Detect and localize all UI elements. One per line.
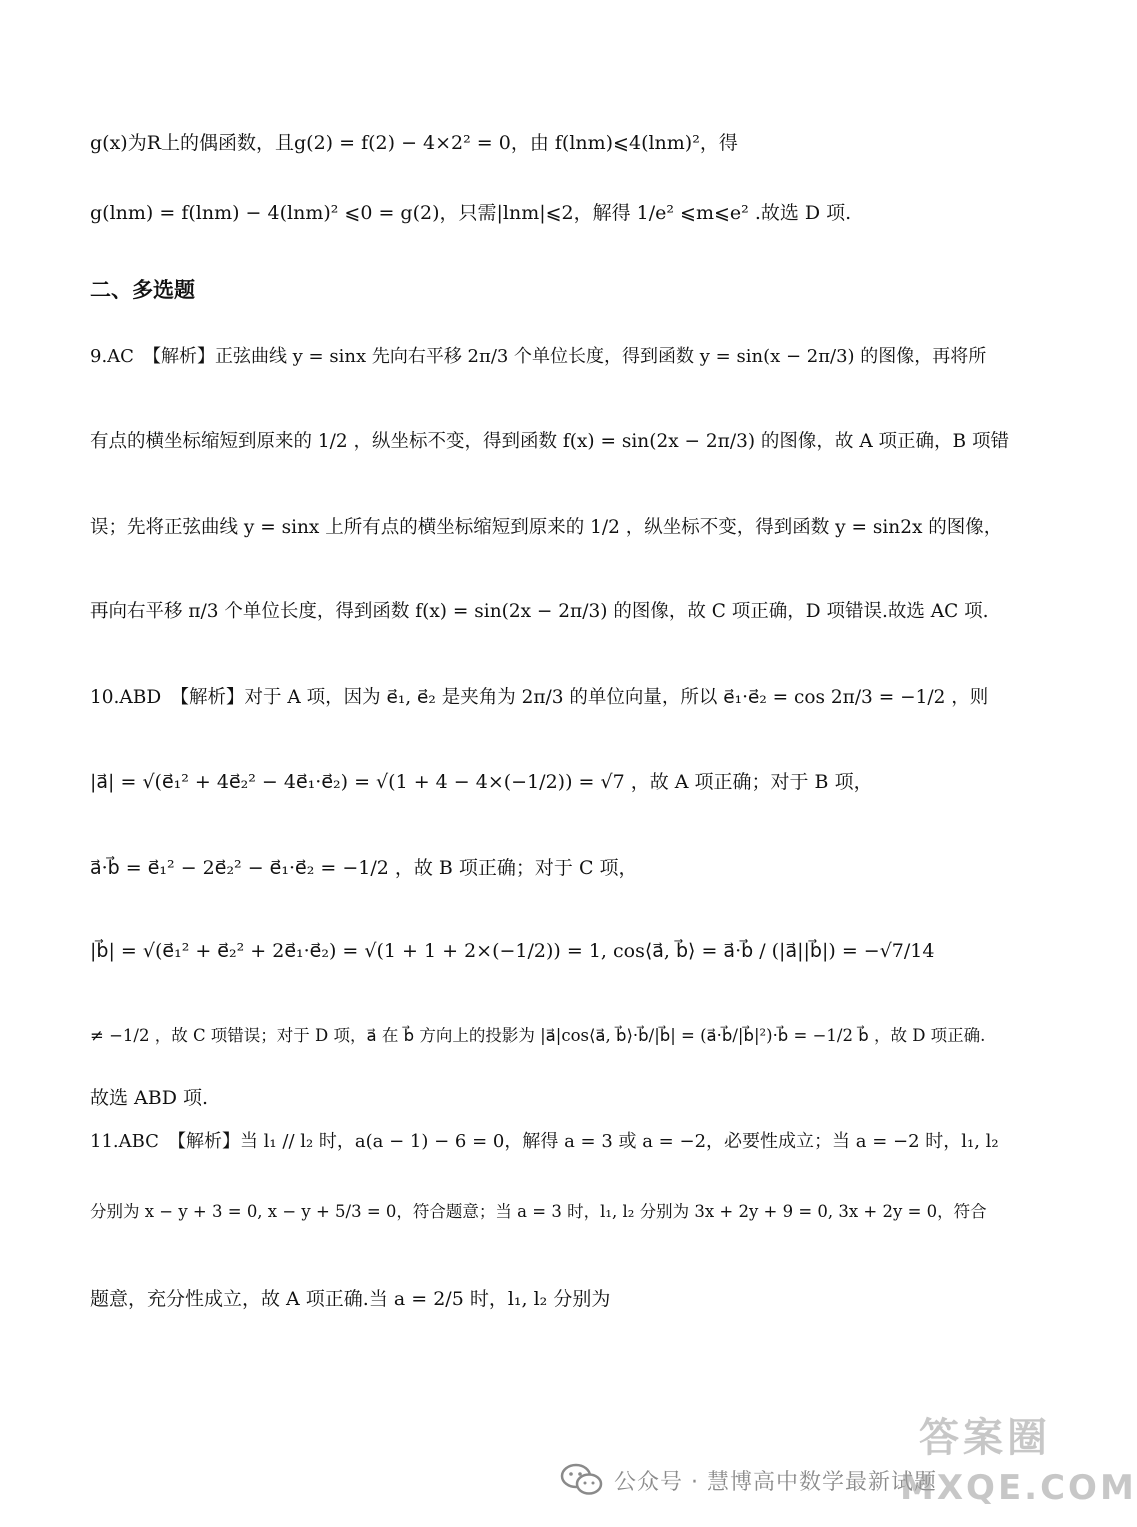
text-line-7: 10.ABD 【解析】对于 A 项，因为 e⃗₁, e⃗₂ 是夹角为 2π/3 的单位向量，所以 e⃗₁·e⃗₂ = cos 2π/3 = −1/2 ，则 xyxy=(90,687,989,708)
text-line-12: 故选 ABD 项. xyxy=(90,1087,209,1109)
text-line-6: 再向右平移 π/3 个单位长度，得到函数 f(x) = sin(2x − 2π/3) 的图像，故 C 项正确，D 项错误.故选 AC 项. xyxy=(90,601,989,622)
text-line-9: a⃗·b⃗ = e⃗₁² − 2e⃗₂² − e⃗₁·e⃗₂ = −1/2 ，故 B 项正确；对于 C 项， xyxy=(90,857,638,879)
text-line-15: 题意，充分性成立，故 A 项正确.当 a = 2/5 时，l₁, l₂ 分别为 xyxy=(90,1288,611,1310)
footer-attribution xyxy=(560,1462,937,1498)
text-line-10: |b⃗| = √(e⃗₁² + e⃗₂² + 2e⃗₁·e⃗₂) = √(1 + 1 + 2×(−1/2)) = 1, cos⟨a⃗, b⃗⟩ = a⃗·b⃗ / (|a⃗||b⃗|) = −√7/14 xyxy=(90,940,935,962)
text-line-5: 误；先将正弦曲线 y = sinx 上所有点的横坐标缩短到原来的 1/2 ，纵坐标不变，得到函数 y = sin2x 的图像， xyxy=(90,517,1003,538)
text-line-2: g(lnm) = f(lnm) − 4(lnm)² ⩽0 = g(2)，只需|lnm|⩽2，解得 1/e² ⩽m⩽e² .故选 D 项. xyxy=(90,202,852,224)
text-line-3: 9.AC 【解析】正弦曲线 y = sinx 先向右平移 2π/3 个单位长度，得到函数 y = sin(x − 2π/3) 的图像，再将所 xyxy=(90,346,987,367)
text-line-4: 有点的横坐标缩短到原来的 1/2 ，纵坐标不变，得到函数 f(x) = sin(2x − 2π/3) 的图像，故 A 项正确，B 项错 xyxy=(90,431,1010,452)
text-line-13: 11.ABC 【解析】当 l₁ // l₂ 时，a(a − 1) − 6 = 0，解得 a = 3 或 a = −2，必要性成立；当 a = −2 时，l₁, l₂ xyxy=(90,1131,999,1152)
text-line-1: g(x)为R上的偶函数，且g(2) = f(2) − 4×2² = 0，由 f(lnm)⩽4(lnm)²，得 xyxy=(90,132,738,154)
text-line-11: ≠ −1/2 ，故 C 项错误；对于 D 项，a⃗ 在 b⃗ 方向上的投影为 |a⃗|cos⟨a⃗, b⃗⟩·b⃗/|b⃗| = (a⃗·b⃗/|b⃗|²)·b⃗ = −1/2 b⃗ ，故 D 项正确. xyxy=(90,1026,986,1045)
wechat-icon xyxy=(560,1462,604,1498)
text-line-14: 分别为 x − y + 3 = 0, x − y + 5/3 = 0，符合题意；当 a = 3 时，l₁, l₂ 分别为 3x + 2y + 9 = 0, 3x + 2y = 0，符合 xyxy=(90,1202,987,1221)
watermark-logo xyxy=(900,1410,1137,1522)
watermark-bottom-text: MXQE.COM xyxy=(900,1468,1137,1508)
section-heading: 二、多选题 xyxy=(90,278,195,302)
watermark-top-text: 答案圈 xyxy=(919,1415,1051,1461)
footer-text: 公众号 · 慧博高中数学最新试题 xyxy=(614,1469,937,1495)
text-line-8: |a⃗| = √(e⃗₁² + 4e⃗₂² − 4e⃗₁·e⃗₂) = √(1 + 4 − 4×(−1/2)) = √7 ，故 A 项正确；对于 B 项， xyxy=(90,771,873,793)
